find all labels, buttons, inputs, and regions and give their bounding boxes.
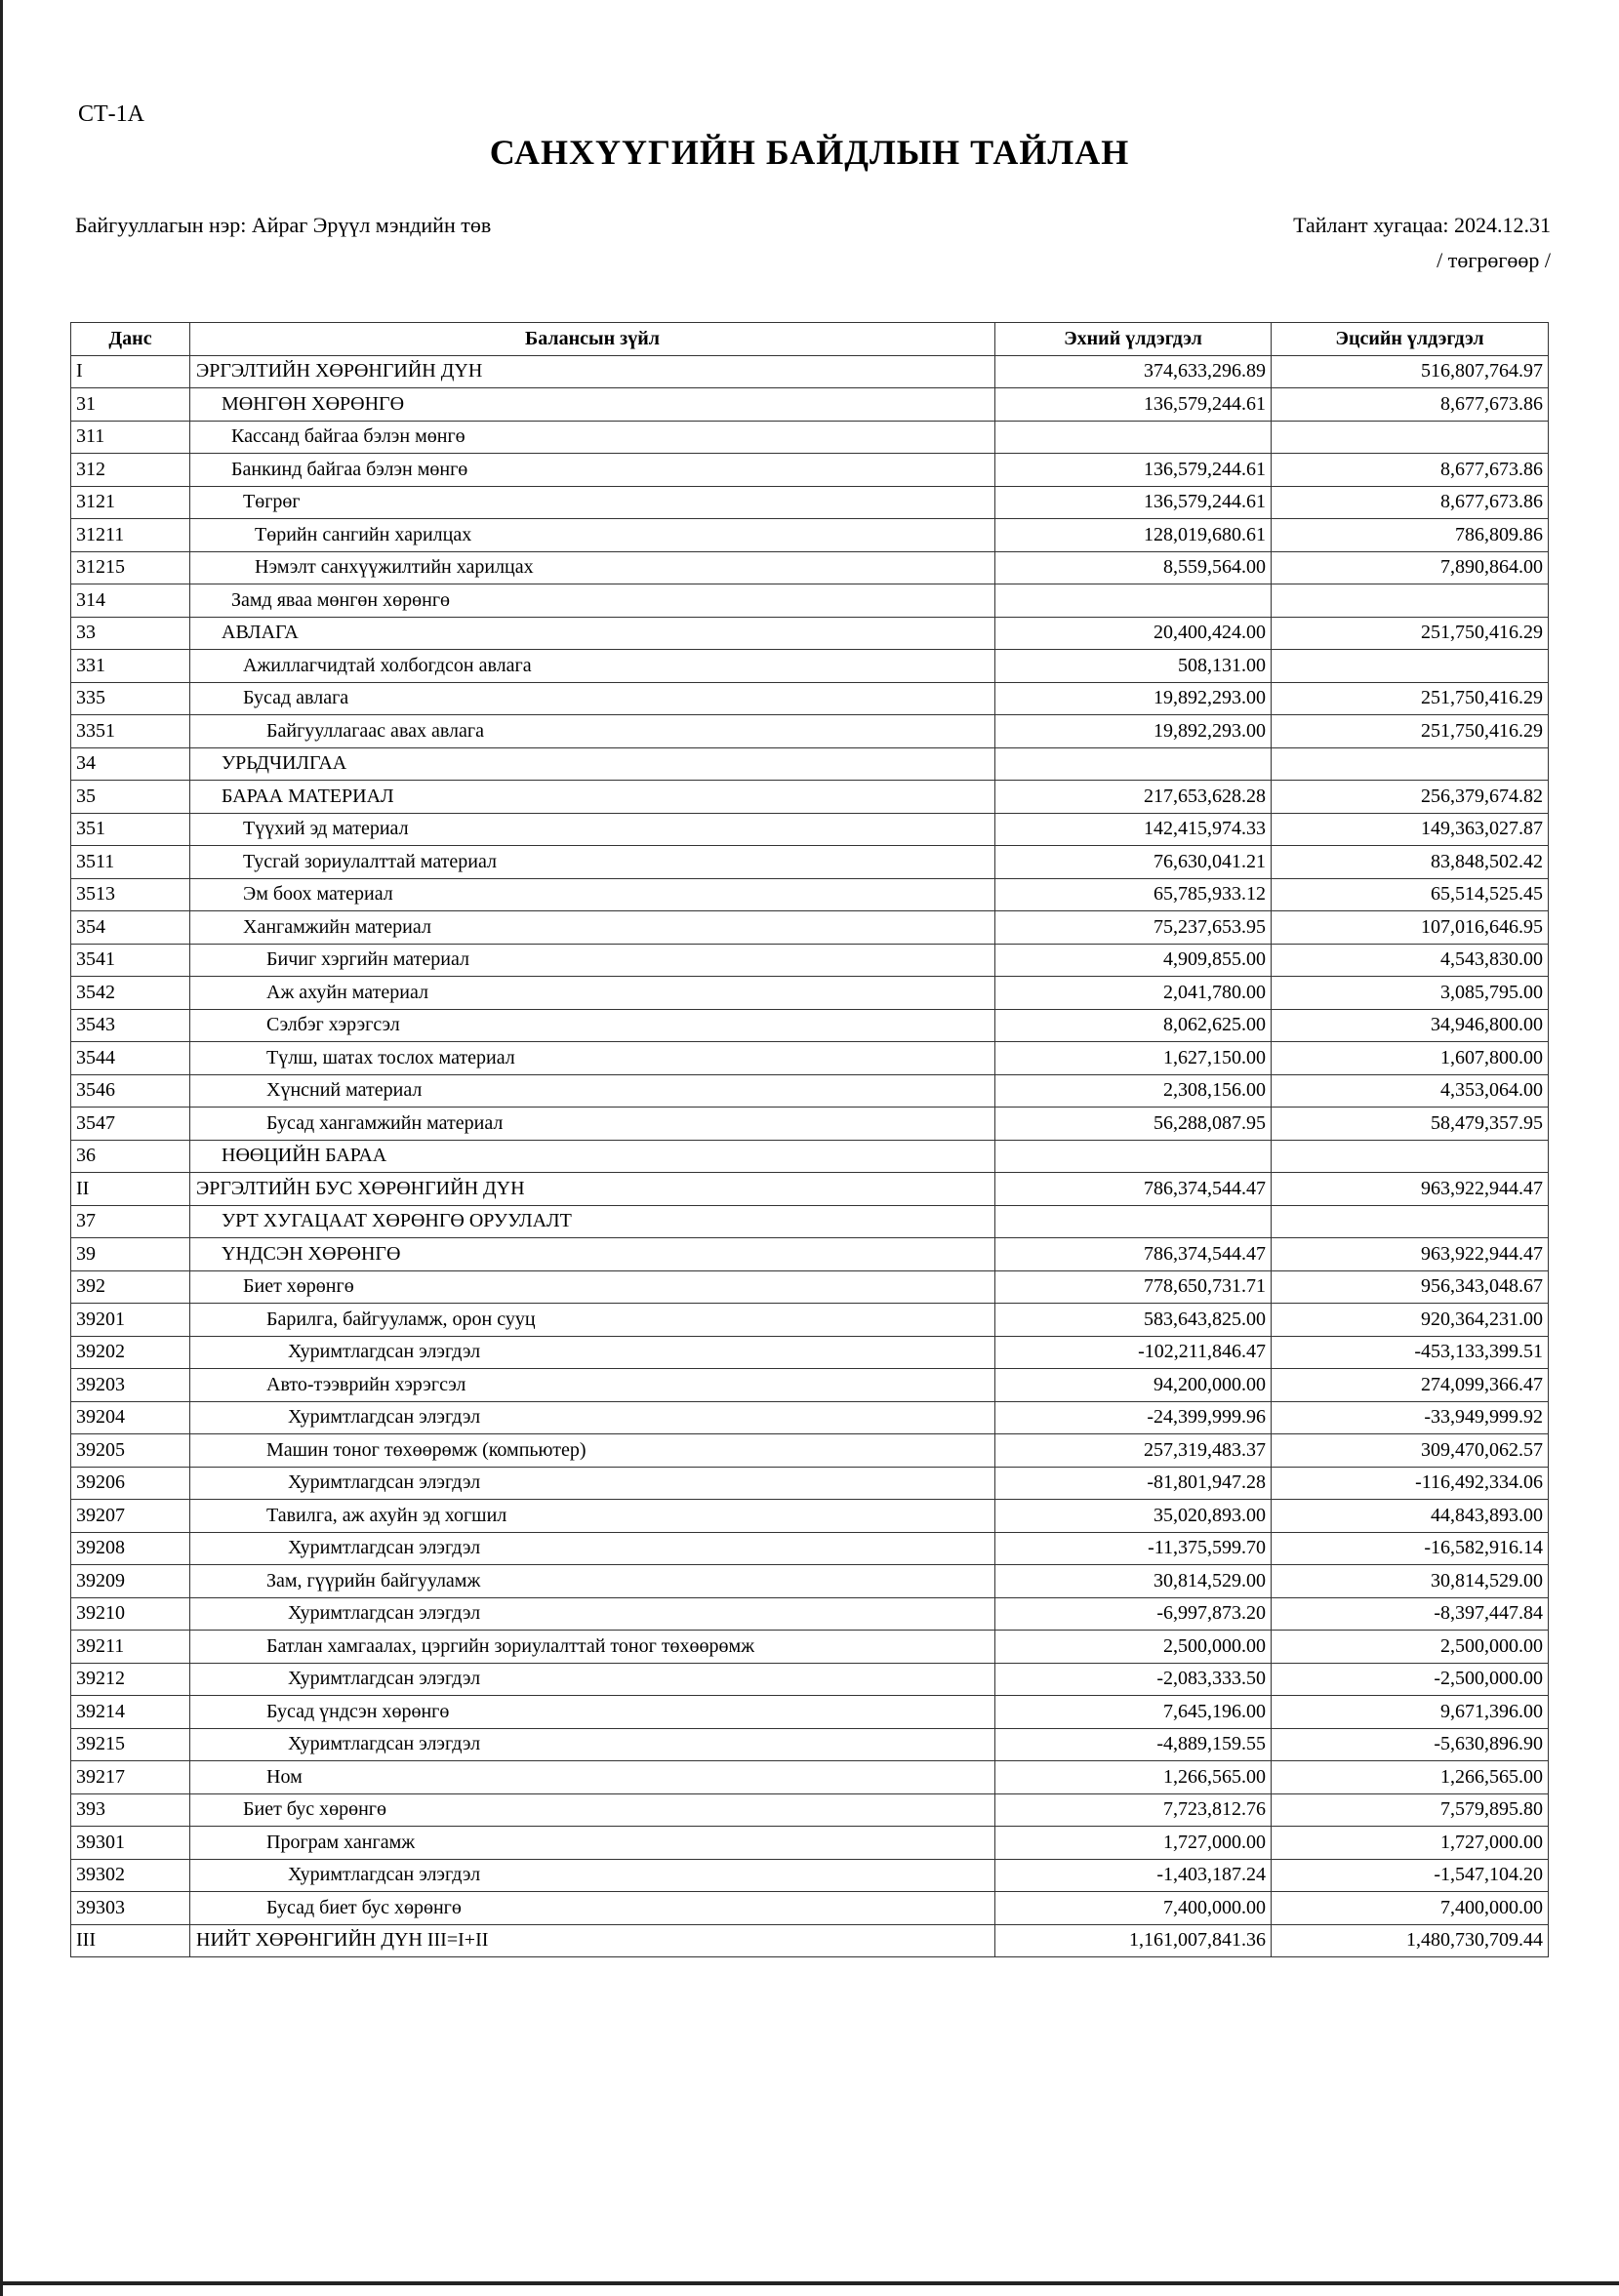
account-code-cell: 39207 xyxy=(71,1500,190,1533)
opening-balance-cell: 1,627,150.00 xyxy=(995,1042,1272,1075)
table-row xyxy=(71,1597,1549,1631)
closing-balance-cell: 1,607,800.00 xyxy=(1272,1042,1549,1075)
account-code-cell: 314 xyxy=(71,584,190,618)
table-row xyxy=(71,1173,1549,1206)
account-code-cell: 311 xyxy=(71,421,190,454)
balance-item-cell: Банкинд байгаа бэлэн мөнгө xyxy=(190,454,995,487)
balance-item-cell: Байгууллагаас авах авлага xyxy=(190,715,995,748)
table-row xyxy=(71,1140,1549,1173)
balance-item-cell: ЭРГЭЛТИЙН БУС ХӨРӨНГИЙН ДҮН xyxy=(190,1173,995,1206)
table-row xyxy=(71,388,1549,422)
opening-balance-cell: 2,308,156.00 xyxy=(995,1074,1272,1108)
account-code-cell: II xyxy=(71,1173,190,1206)
opening-balance-cell: 4,909,855.00 xyxy=(995,944,1272,977)
closing-balance-cell: 251,750,416.29 xyxy=(1272,617,1549,650)
table-row xyxy=(71,486,1549,519)
table-row xyxy=(71,1663,1549,1696)
table-row xyxy=(71,1238,1549,1271)
table-row xyxy=(71,1500,1549,1533)
account-code-cell: I xyxy=(71,355,190,388)
account-code-cell: 39202 xyxy=(71,1336,190,1369)
account-code-cell: 393 xyxy=(71,1793,190,1827)
account-code-cell: III xyxy=(71,1924,190,1957)
balance-item-cell: Эм боох материал xyxy=(190,878,995,911)
balance-item-cell: Хуримтлагдсан элэгдэл xyxy=(190,1597,995,1631)
opening-balance-cell: -1,403,187.24 xyxy=(995,1859,1272,1892)
form-code: СТ-1А xyxy=(78,101,144,127)
table-header-row xyxy=(71,323,1549,356)
opening-balance-cell xyxy=(995,747,1272,781)
account-code-cell: 3546 xyxy=(71,1074,190,1108)
opening-balance-cell: -102,211,846.47 xyxy=(995,1336,1272,1369)
closing-balance-cell: 963,922,944.47 xyxy=(1272,1173,1549,1206)
table-row xyxy=(71,421,1549,454)
account-code-cell: 35 xyxy=(71,781,190,814)
account-code-cell: 34 xyxy=(71,747,190,781)
balance-item-cell: Зам, гүүрийн байгууламж xyxy=(190,1565,995,1598)
opening-balance-cell: 75,237,653.95 xyxy=(995,911,1272,945)
balance-item-cell: НИЙТ ХӨРӨНГИЙН ДҮН III=I+II xyxy=(190,1924,995,1957)
balance-item-cell: МӨНГӨН ХӨРӨНГӨ xyxy=(190,388,995,422)
balance-item-cell: Хуримтлагдсан элэгдэл xyxy=(190,1663,995,1696)
account-code-cell: 354 xyxy=(71,911,190,945)
balance-item-cell: Сэлбэг хэрэгсэл xyxy=(190,1009,995,1042)
opening-balance-cell: 2,500,000.00 xyxy=(995,1631,1272,1664)
opening-balance-cell: 778,650,731.71 xyxy=(995,1270,1272,1304)
closing-balance-cell: 65,514,525.45 xyxy=(1272,878,1549,911)
table-row xyxy=(71,355,1549,388)
closing-balance-cell: 251,750,416.29 xyxy=(1272,682,1549,715)
closing-balance-cell: 516,807,764.97 xyxy=(1272,355,1549,388)
balance-item-cell: Аж ахуйн материал xyxy=(190,977,995,1010)
balance-item-cell: Бусад авлага xyxy=(190,682,995,715)
opening-balance-cell: 374,633,296.89 xyxy=(995,355,1272,388)
table-row xyxy=(71,846,1549,879)
table-row xyxy=(71,1304,1549,1337)
report-period: Тайлант хугацаа: 2024.12.31 xyxy=(1293,213,1551,237)
opening-balance-cell: 76,630,041.21 xyxy=(995,846,1272,879)
account-code-cell: 39209 xyxy=(71,1565,190,1598)
account-code-cell: 39 xyxy=(71,1238,190,1271)
opening-balance-cell: 217,653,628.28 xyxy=(995,781,1272,814)
opening-balance-cell: 30,814,529.00 xyxy=(995,1565,1272,1598)
closing-balance-cell: -116,492,334.06 xyxy=(1272,1467,1549,1500)
closing-balance-cell: 1,727,000.00 xyxy=(1272,1827,1549,1860)
opening-balance-cell: 7,723,812.76 xyxy=(995,1793,1272,1827)
opening-balance-cell: 136,579,244.61 xyxy=(995,388,1272,422)
opening-balance-cell: 136,579,244.61 xyxy=(995,486,1272,519)
table-row xyxy=(71,551,1549,584)
account-code-cell: 39303 xyxy=(71,1892,190,1925)
balance-item-cell: АВЛАГА xyxy=(190,617,995,650)
opening-balance-cell: -6,997,873.20 xyxy=(995,1597,1272,1631)
account-code-cell: 39214 xyxy=(71,1696,190,1729)
balance-item-cell: Ажиллагчидтай холбогдсон авлага xyxy=(190,650,995,683)
closing-balance-cell: 8,677,673.86 xyxy=(1272,454,1549,487)
balance-item-cell: Авто-тээврийн хэрэгсэл xyxy=(190,1369,995,1402)
account-code-cell: 3542 xyxy=(71,977,190,1010)
table-row xyxy=(71,1336,1549,1369)
balance-item-cell: Биет бус хөрөнгө xyxy=(190,1793,995,1827)
closing-balance-cell: 256,379,674.82 xyxy=(1272,781,1549,814)
closing-balance-cell: 30,814,529.00 xyxy=(1272,1565,1549,1598)
closing-balance-cell: 956,343,048.67 xyxy=(1272,1270,1549,1304)
balance-item-cell: Програм хангамж xyxy=(190,1827,995,1860)
column-header-item: Балансын зүйл xyxy=(190,323,995,356)
account-code-cell: 39210 xyxy=(71,1597,190,1631)
closing-balance-cell: -16,582,916.14 xyxy=(1272,1532,1549,1565)
account-code-cell: 39203 xyxy=(71,1369,190,1402)
table-row xyxy=(71,1009,1549,1042)
account-code-cell: 39206 xyxy=(71,1467,190,1500)
table-row xyxy=(71,878,1549,911)
account-code-cell: 39204 xyxy=(71,1401,190,1434)
closing-balance-cell: 7,890,864.00 xyxy=(1272,551,1549,584)
opening-balance-cell: 257,319,483.37 xyxy=(995,1434,1272,1468)
closing-balance-cell: -33,949,999.92 xyxy=(1272,1401,1549,1434)
table-row xyxy=(71,1892,1549,1925)
closing-balance-cell: 44,843,893.00 xyxy=(1272,1500,1549,1533)
account-code-cell: 37 xyxy=(71,1205,190,1238)
balance-item-cell: Хуримтлагдсан элэгдэл xyxy=(190,1532,995,1565)
balance-item-cell: Тусгай зориулалттай материал xyxy=(190,846,995,879)
balance-item-cell: Хуримтлагдсан элэгдэл xyxy=(190,1401,995,1434)
table-row xyxy=(71,1369,1549,1402)
account-code-cell: 39217 xyxy=(71,1761,190,1794)
scan-edge-bottom xyxy=(0,2281,1619,2285)
closing-balance-cell: 107,016,646.95 xyxy=(1272,911,1549,945)
closing-balance-cell: 274,099,366.47 xyxy=(1272,1369,1549,1402)
balance-item-cell: Замд яваа мөнгөн хөрөнгө xyxy=(190,584,995,618)
opening-balance-cell: 786,374,544.47 xyxy=(995,1238,1272,1271)
closing-balance-cell: 4,353,064.00 xyxy=(1272,1074,1549,1108)
organization-name: Байгууллагын нэр: Айраг Эрүүл мэндийн төв xyxy=(75,213,492,237)
table-row xyxy=(71,682,1549,715)
closing-balance-cell: 963,922,944.47 xyxy=(1272,1238,1549,1271)
opening-balance-cell: -2,083,333.50 xyxy=(995,1663,1272,1696)
account-code-cell: 39212 xyxy=(71,1663,190,1696)
balance-item-cell: Төрийн сангийн харилцах xyxy=(190,519,995,552)
closing-balance-cell: -1,547,104.20 xyxy=(1272,1859,1549,1892)
balance-item-cell: Хуримтлагдсан элэгдэл xyxy=(190,1467,995,1500)
balance-item-cell: БАРАА МАТЕРИАЛ xyxy=(190,781,995,814)
closing-balance-cell xyxy=(1272,1140,1549,1173)
closing-balance-cell: -2,500,000.00 xyxy=(1272,1663,1549,1696)
account-code-cell: 39208 xyxy=(71,1532,190,1565)
closing-balance-cell: 34,946,800.00 xyxy=(1272,1009,1549,1042)
account-code-cell: 31215 xyxy=(71,551,190,584)
table-row xyxy=(71,1827,1549,1860)
closing-balance-cell xyxy=(1272,650,1549,683)
table-row xyxy=(71,1793,1549,1827)
opening-balance-cell: 94,200,000.00 xyxy=(995,1369,1272,1402)
balance-item-cell: Хуримтлагдсан элэгдэл xyxy=(190,1859,995,1892)
balance-item-cell: Төгрөг xyxy=(190,486,995,519)
balance-item-cell: Биет хөрөнгө xyxy=(190,1270,995,1304)
opening-balance-cell: -81,801,947.28 xyxy=(995,1467,1272,1500)
balance-item-cell: Батлан хамгаалах, цэргийн зориулалттай тоног төхөөрөмж xyxy=(190,1631,995,1664)
table-row xyxy=(71,650,1549,683)
balance-item-cell: УРТ ХУГАЦААТ ХӨРӨНГӨ ОРУУЛАЛТ xyxy=(190,1205,995,1238)
account-code-cell: 3543 xyxy=(71,1009,190,1042)
opening-balance-cell: 1,727,000.00 xyxy=(995,1827,1272,1860)
currency-unit: / төгрөгөөр / xyxy=(1437,248,1551,272)
opening-balance-cell: 583,643,825.00 xyxy=(995,1304,1272,1337)
closing-balance-cell: 7,400,000.00 xyxy=(1272,1892,1549,1925)
balance-item-cell: Хүнсний материал xyxy=(190,1074,995,1108)
balance-item-cell: Барилга, байгууламж, орон сууц xyxy=(190,1304,995,1337)
closing-balance-cell xyxy=(1272,1205,1549,1238)
closing-balance-cell: 251,750,416.29 xyxy=(1272,715,1549,748)
table-row xyxy=(71,1631,1549,1664)
table-row xyxy=(71,1696,1549,1729)
table-row xyxy=(71,911,1549,945)
opening-balance-cell: 8,062,625.00 xyxy=(995,1009,1272,1042)
opening-balance-cell: -4,889,159.55 xyxy=(995,1728,1272,1761)
table-row xyxy=(71,813,1549,846)
balance-item-cell: Хуримтлагдсан элэгдэл xyxy=(190,1728,995,1761)
balance-item-cell: Бичиг хэргийн материал xyxy=(190,944,995,977)
account-code-cell: 3351 xyxy=(71,715,190,748)
account-code-cell: 39301 xyxy=(71,1827,190,1860)
account-code-cell: 3541 xyxy=(71,944,190,977)
account-code-cell: 392 xyxy=(71,1270,190,1304)
opening-balance-cell: 786,374,544.47 xyxy=(995,1173,1272,1206)
balance-item-cell: ҮНДСЭН ХӨРӨНГӨ xyxy=(190,1238,995,1271)
table-row xyxy=(71,1467,1549,1500)
opening-balance-cell: 7,400,000.00 xyxy=(995,1892,1272,1925)
balance-sheet-table xyxy=(70,322,1549,1957)
account-code-cell: 31 xyxy=(71,388,190,422)
table-row xyxy=(71,454,1549,487)
balance-item-cell: ЭРГЭЛТИЙН ХӨРӨНГИЙН ДҮН xyxy=(190,355,995,388)
table-row xyxy=(71,617,1549,650)
closing-balance-cell: -8,397,447.84 xyxy=(1272,1597,1549,1631)
table-row xyxy=(71,1270,1549,1304)
opening-balance-cell: 128,019,680.61 xyxy=(995,519,1272,552)
table-row xyxy=(71,1924,1549,1957)
opening-balance-cell xyxy=(995,584,1272,618)
account-code-cell: 31211 xyxy=(71,519,190,552)
closing-balance-cell: 920,364,231.00 xyxy=(1272,1304,1549,1337)
table-row xyxy=(71,977,1549,1010)
closing-balance-cell: 9,671,396.00 xyxy=(1272,1696,1549,1729)
table-row xyxy=(71,781,1549,814)
table-body xyxy=(71,355,1549,1957)
scan-edge-left xyxy=(0,0,3,2296)
balance-item-cell: Кассанд байгаа бэлэн мөнгө xyxy=(190,421,995,454)
account-code-cell: 36 xyxy=(71,1140,190,1173)
closing-balance-cell: -453,133,399.51 xyxy=(1272,1336,1549,1369)
table-row xyxy=(71,1728,1549,1761)
opening-balance-cell: 1,161,007,841.36 xyxy=(995,1924,1272,1957)
account-code-cell: 39302 xyxy=(71,1859,190,1892)
closing-balance-cell: 309,470,062.57 xyxy=(1272,1434,1549,1468)
opening-balance-cell: 65,785,933.12 xyxy=(995,878,1272,911)
closing-balance-cell xyxy=(1272,584,1549,618)
opening-balance-cell: 20,400,424.00 xyxy=(995,617,1272,650)
account-code-cell: 33 xyxy=(71,617,190,650)
closing-balance-cell: 2,500,000.00 xyxy=(1272,1631,1549,1664)
closing-balance-cell: 3,085,795.00 xyxy=(1272,977,1549,1010)
table-row xyxy=(71,1434,1549,1468)
closing-balance-cell: 7,579,895.80 xyxy=(1272,1793,1549,1827)
account-code-cell: 39215 xyxy=(71,1728,190,1761)
table-row xyxy=(71,1074,1549,1108)
column-header-opening-balance: Эхний үлдэгдэл xyxy=(995,323,1272,356)
closing-balance-cell: -5,630,896.90 xyxy=(1272,1728,1549,1761)
table-row xyxy=(71,715,1549,748)
opening-balance-cell: 1,266,565.00 xyxy=(995,1761,1272,1794)
balance-item-cell: УРЬДЧИЛГАА xyxy=(190,747,995,781)
opening-balance-cell xyxy=(995,1205,1272,1238)
closing-balance-cell: 786,809.86 xyxy=(1272,519,1549,552)
balance-item-cell: Хуримтлагдсан элэгдэл xyxy=(190,1336,995,1369)
account-code-cell: 39201 xyxy=(71,1304,190,1337)
column-header-closing-balance: Эцсийн үлдэгдэл xyxy=(1272,323,1549,356)
account-code-cell: 331 xyxy=(71,650,190,683)
account-code-cell: 39205 xyxy=(71,1434,190,1468)
closing-balance-cell: 83,848,502.42 xyxy=(1272,846,1549,879)
table-row xyxy=(71,944,1549,977)
table-row xyxy=(71,1205,1549,1238)
opening-balance-cell: 2,041,780.00 xyxy=(995,977,1272,1010)
opening-balance-cell xyxy=(995,421,1272,454)
closing-balance-cell xyxy=(1272,747,1549,781)
balance-item-cell: Бусад хангамжийн материал xyxy=(190,1108,995,1141)
account-code-cell: 335 xyxy=(71,682,190,715)
balance-item-cell: Тавилга, аж ахуйн эд хогшил xyxy=(190,1500,995,1533)
closing-balance-cell: 4,543,830.00 xyxy=(1272,944,1549,977)
table-row xyxy=(71,1108,1549,1141)
opening-balance-cell xyxy=(995,1140,1272,1173)
account-code-cell: 351 xyxy=(71,813,190,846)
table-row xyxy=(71,1761,1549,1794)
closing-balance-cell: 8,677,673.86 xyxy=(1272,388,1549,422)
report-title: САНХҮҮГИЙН БАЙДЛЫН ТАЙЛАН xyxy=(489,133,1130,172)
account-code-cell: 39211 xyxy=(71,1631,190,1664)
account-code-cell: 3547 xyxy=(71,1108,190,1141)
closing-balance-cell xyxy=(1272,421,1549,454)
account-code-cell: 3513 xyxy=(71,878,190,911)
table-row xyxy=(71,1401,1549,1434)
opening-balance-cell: 19,892,293.00 xyxy=(995,715,1272,748)
opening-balance-cell: -24,399,999.96 xyxy=(995,1401,1272,1434)
closing-balance-cell: 149,363,027.87 xyxy=(1272,813,1549,846)
table-row xyxy=(71,747,1549,781)
opening-balance-cell: 35,020,893.00 xyxy=(995,1500,1272,1533)
opening-balance-cell: 8,559,564.00 xyxy=(995,551,1272,584)
opening-balance-cell: 136,579,244.61 xyxy=(995,454,1272,487)
closing-balance-cell: 1,266,565.00 xyxy=(1272,1761,1549,1794)
balance-item-cell: НӨӨЦИЙН БАРАА xyxy=(190,1140,995,1173)
table-row xyxy=(71,1565,1549,1598)
balance-item-cell: Түүхий эд материал xyxy=(190,813,995,846)
balance-item-cell: Бусад үндсэн хөрөнгө xyxy=(190,1696,995,1729)
balance-item-cell: Түлш, шатах тослох материал xyxy=(190,1042,995,1075)
table-row xyxy=(71,584,1549,618)
balance-item-cell: Ном xyxy=(190,1761,995,1794)
opening-balance-cell: 142,415,974.33 xyxy=(995,813,1272,846)
opening-balance-cell: 19,892,293.00 xyxy=(995,682,1272,715)
balance-item-cell: Машин тоног төхөөрөмж (компьютер) xyxy=(190,1434,995,1468)
account-code-cell: 3511 xyxy=(71,846,190,879)
opening-balance-cell: 7,645,196.00 xyxy=(995,1696,1272,1729)
opening-balance-cell: -11,375,599.70 xyxy=(995,1532,1272,1565)
account-code-cell: 3544 xyxy=(71,1042,190,1075)
balance-item-cell: Нэмэлт санхүүжилтийн харилцах xyxy=(190,551,995,584)
closing-balance-cell: 58,479,357.95 xyxy=(1272,1108,1549,1141)
balance-item-cell: Бусад биет бус хөрөнгө xyxy=(190,1892,995,1925)
closing-balance-cell: 8,677,673.86 xyxy=(1272,486,1549,519)
column-header-account: Данс xyxy=(71,323,190,356)
account-code-cell: 312 xyxy=(71,454,190,487)
table-row xyxy=(71,1859,1549,1892)
table-row xyxy=(71,519,1549,552)
account-code-cell: 3121 xyxy=(71,486,190,519)
table-row xyxy=(71,1042,1549,1075)
table-row xyxy=(71,1532,1549,1565)
balance-item-cell: Хангамжийн материал xyxy=(190,911,995,945)
closing-balance-cell: 1,480,730,709.44 xyxy=(1272,1924,1549,1957)
opening-balance-cell: 56,288,087.95 xyxy=(995,1108,1272,1141)
opening-balance-cell: 508,131.00 xyxy=(995,650,1272,683)
